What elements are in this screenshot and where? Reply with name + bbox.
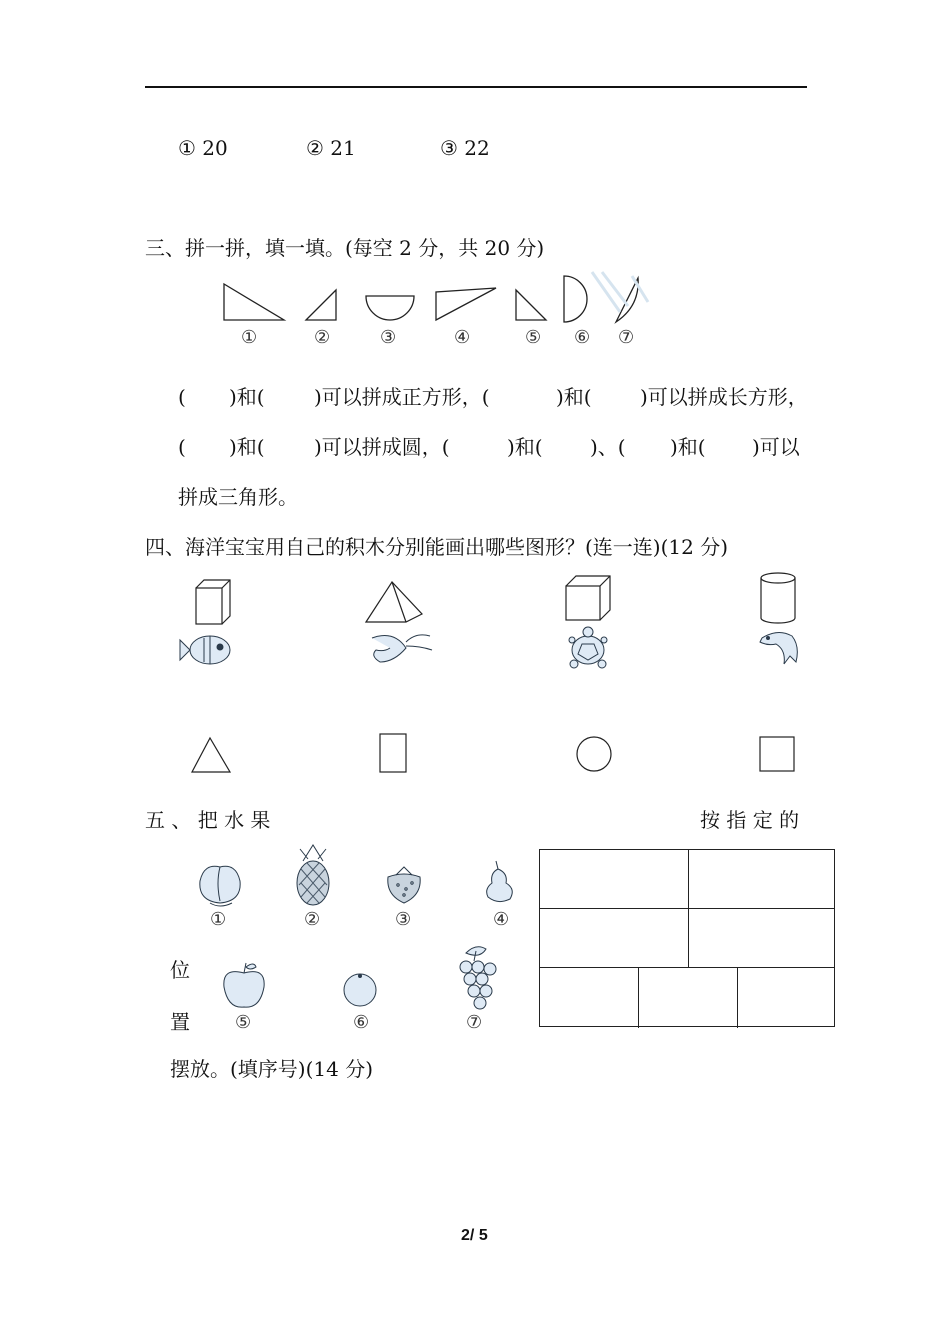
fruit-num-3: ③: [395, 909, 412, 930]
shape-num-1: ①: [241, 327, 258, 348]
page-separator: /: [469, 1227, 475, 1244]
grid-col-divider-bottom-1: [638, 967, 639, 1028]
apple-icon: [224, 963, 264, 1007]
shrimp-icon: [372, 635, 432, 662]
option-3: ③ 22: [440, 136, 490, 160]
dolphin-icon: [760, 632, 797, 664]
option-2: ② 21: [306, 136, 356, 160]
shape-num-7: ⑦: [618, 327, 635, 348]
grid-row-divider-1: [540, 908, 834, 909]
section3-heading: 三、拼一拼，填一填。(每空 2 分，共 20 分): [145, 236, 545, 260]
target-square: [760, 737, 794, 771]
side-text-2: 置: [170, 1010, 190, 1034]
fill-l2-p5: )、(: [590, 435, 626, 459]
fill-l2-p6: )和(: [670, 435, 706, 459]
page-number: [461, 1227, 488, 1245]
section4-heading: 四、海洋宝宝用自己的积木分别能画出哪些图形？(连一连)(12 分): [145, 535, 729, 559]
shape-6-semicircle: [564, 276, 587, 322]
fill-l3: 拼成三角形。: [178, 485, 298, 509]
block-cube: [566, 576, 610, 620]
fruit-num-1: ①: [210, 909, 227, 930]
fruit-num-5: ⑤: [235, 1012, 252, 1033]
grid-col-divider-bottom-2: [737, 967, 738, 1028]
fill-l2-p1: (: [178, 435, 186, 459]
section5-heading-left: 五 、 把 水 果: [145, 808, 271, 832]
section4-figures: [180, 570, 820, 780]
option-1: ① 20: [178, 136, 228, 160]
fill-l1-p3: )可以拼成正方形，(: [314, 385, 490, 409]
block-triangular-pyramid: [366, 582, 422, 622]
shape-7-segment: [616, 278, 638, 322]
target-circle: [577, 737, 611, 771]
orange-icon: [344, 974, 376, 1006]
shape-num-5: ⑤: [525, 327, 542, 348]
fill-l2-p4: )和(: [507, 435, 543, 459]
header-rule: [145, 86, 807, 88]
fill-l1-p1: (: [178, 385, 186, 409]
fish-icon: [180, 636, 230, 664]
fruit-num-7: ⑦: [466, 1012, 483, 1033]
fruit-num-6: ⑥: [353, 1012, 370, 1033]
grid-col-divider-top: [688, 850, 689, 967]
page-current: 2: [461, 1227, 470, 1244]
fruit-figures: [190, 845, 520, 1035]
page-total: 5: [478, 1227, 488, 1244]
shape-num-2: ②: [314, 327, 331, 348]
pear-icon: [487, 861, 513, 902]
fill-l1-p5: )可以拼成长方形，: [640, 385, 808, 409]
fill-l2-p7: )可以: [752, 435, 800, 459]
shape-1-right-triangle: [224, 284, 284, 320]
section5-tail: 摆放。(填序号)(14 分): [170, 1057, 374, 1081]
turtle-icon: [569, 627, 607, 668]
shape-5-triangle: [516, 290, 546, 320]
block-cylinder: [761, 573, 795, 623]
target-triangle: [192, 738, 230, 772]
puzzle-shapes: [220, 272, 650, 328]
grapes-icon: [460, 947, 496, 1009]
side-text-1: 位: [170, 958, 190, 982]
fruit-num-2: ②: [304, 909, 321, 930]
section5-heading-right: 按 指 定 的: [700, 808, 800, 832]
shape-2-triangle: [306, 290, 336, 320]
watermark-lines: [592, 272, 648, 312]
shape-3-semicircle: [366, 296, 414, 320]
shape-4-triangle: [436, 288, 496, 320]
grid-row-divider-2: [540, 967, 834, 968]
shape-num-3: ③: [380, 327, 397, 348]
shape-num-4: ④: [454, 327, 471, 348]
fill-l1-p4: )和(: [556, 385, 592, 409]
shape-num-6: ⑥: [574, 327, 591, 348]
placement-grid: [539, 849, 835, 1027]
target-rectangle: [380, 734, 406, 772]
block-cuboid: [196, 580, 230, 624]
fill-l2-p2: )和(: [229, 435, 265, 459]
strawberry-icon: [388, 867, 420, 903]
peach-icon: [200, 866, 240, 906]
fill-l2-p3: )可以拼成圆，(: [314, 435, 450, 459]
fill-l1-p2: )和(: [229, 385, 265, 409]
fruit-num-4: ④: [493, 909, 510, 930]
pineapple-icon: [297, 845, 329, 905]
